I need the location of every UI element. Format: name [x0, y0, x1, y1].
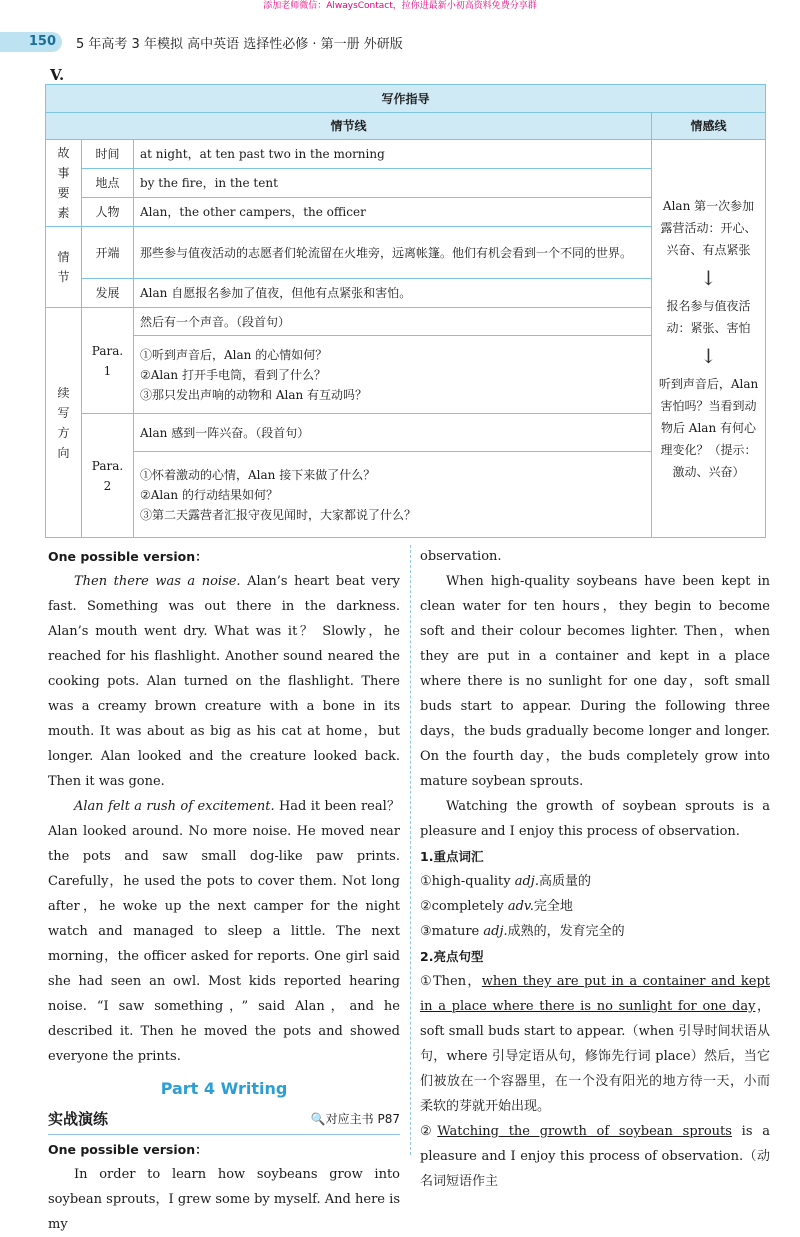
version-label-2: One possible version： [48, 1142, 208, 1157]
story-elements-label: 故事要素 [46, 140, 82, 227]
vocab-item: ②completely adv.完全地 [420, 899, 573, 914]
para2-first-sentence: Alan 感到一阵兴奋。（段首句） [134, 414, 652, 452]
writing-paragraph-2: When high-quality soybeans have been kept in clean water for ten hours，they begin to become soft and their colour becomes lighter. Then，when they are put in a container and kept in a place where there is no sunlight for one day，soft small buds start to appear. During the following three days，the buds gradually become longer and longer. On the fourth day，the buds completely grow into mature soybean sprouts. [420, 574, 770, 789]
sample-paragraph-2 [48, 794, 400, 1069]
para2-question: ②Alan 的行动结果如何？ [140, 487, 278, 502]
emotion-line-header: 情感线 [652, 113, 766, 140]
arrow-down-icon: ↓ [700, 265, 717, 290]
place-label: 地点 [82, 169, 134, 198]
practice-title: 实战演练 [48, 1110, 109, 1128]
para2-questions [134, 452, 652, 538]
plot-label: 情节 [46, 227, 82, 308]
para2-label: Para. 2 [82, 414, 134, 538]
start-value: 那些参与值夜活动的志愿者们轮流留在火堆旁，远离帐篷。他们有机会看到一个不同的世界。 [134, 227, 652, 279]
practice-header [48, 1107, 400, 1135]
para1-question: ①听到声音后，Alan 的心情如何？ [140, 347, 328, 362]
section-number: V. [50, 66, 65, 84]
search-icon: 🔍 [310, 1112, 326, 1126]
right-column [420, 544, 770, 1194]
para1-label: Para. 1 [82, 308, 134, 414]
develop-value: Alan 自愿报名参加了值夜，但他有点紧张和害怕。 [134, 279, 652, 308]
vocab-item: ①high-quality adj.高质量的 [420, 874, 591, 889]
para1-first-sentence: 然后有一个声音。（段首句） [134, 308, 652, 336]
time-value: at night，at ten past two in the morning [134, 140, 652, 169]
vocab-item: ③mature adj.成熟的，发育完全的 [420, 924, 625, 939]
start-label: 开端 [82, 227, 134, 279]
para1-question: ③那只发出声响的动物和 Alan 有互动吗？ [140, 387, 368, 402]
book-title: 5 年高考 3 年模拟 高中英语 选择性必修 · 第一册 外研版 [76, 37, 403, 52]
writing-paragraph-3: Watching the growth of soybean sprouts is a pleasure and I enjoy this process of observation. [420, 799, 770, 839]
para1-body: Alan’s heart beat very fast. Something was out there in the darkness. Alan’s mouth went dry. What was it？ Slowly，he reached for his flashlight. Another sound neared the cooking pots. Alan turned on the flashlight. There was a creamy brown creature with a bone in its mouth. It was about as big as his cat at home，but longer. Alan looked and the creature looked back. Then it was gone. [48, 574, 400, 789]
emotion-line-cell [652, 140, 766, 538]
sentence-item: ②Watching the growth of soybean sprouts is a pleasure and I enjoy this process of observation.（动名词短语作主 [420, 1124, 771, 1189]
reference-text: 对应主书 P87 [325, 1112, 400, 1126]
left-column [48, 544, 400, 1237]
page-header [0, 32, 800, 52]
plot-line-header: 情节线 [46, 113, 652, 140]
people-label: 人物 [82, 198, 134, 227]
part-title: Part 4 Writing [160, 1079, 288, 1098]
writing-continuation: observation. [420, 549, 502, 564]
page-number: 150 [0, 32, 62, 52]
sentence-title: 2.亮点句型 [420, 949, 484, 964]
para2-body: Had it been real？ Alan looked around. No more noise. He moved near the pots and saw small dog-like paw prints. Carefully，he used the pots to cover them. Not long after，he woke up the next camper for the night watch and managed to sleep a little. The next morning，the officer asked for reports. One girl said she had seen an owl. Most kids reported hearing noise. “I saw something，” said Alan，and he described it. Then he moved the pots and showed everyone the prints. [48, 799, 400, 1064]
emotion-stage-3: 听到声音后，Alan 害怕吗？当看到动物后 Alan 有何心理变化？（提示：激动、兴奋） [658, 376, 759, 479]
time-label: 时间 [82, 140, 134, 169]
guide-title: 写作指导 [46, 85, 766, 113]
writing-guide-table [45, 84, 766, 538]
para1-opening: Then there was a noise. [74, 574, 241, 589]
para1-questions [134, 336, 652, 414]
develop-label: 发展 [82, 279, 134, 308]
vocab-title: 1.重点词汇 [420, 849, 484, 864]
writing-paragraph-1: In order to learn how soybeans grow into soybean sprouts，I grew some by myself. And here is my [48, 1167, 400, 1232]
sample-paragraph-1 [48, 569, 400, 794]
emotion-stage-2: 报名参与值夜活动：紧张、害怕 [666, 298, 751, 335]
top-banner: 添加老师微信：AlwaysContact，拉你进最新小初高资料免费分享群 [263, 1, 537, 11]
sentence-item: ①Then，when they are put in a container and kept in a place where there is no sunlight for one day，soft small buds start to appear.（when 引导时间状语从句，where 引导定语从句，修饰先行词 place）然后，当它们被放在一个容器里，在一个没有阳光的地方待一天，小而柔软的芽就开始出现。 [420, 974, 770, 1114]
continue-direction-label: 续写方向 [46, 308, 82, 538]
people-value: Alan，the other campers，the officer [134, 198, 652, 227]
version-label: One possible version： [48, 549, 208, 564]
para2-question: ①怀着激动的心情，Alan 接下来做了什么？ [140, 467, 376, 482]
place-value: by the fire，in the tent [134, 169, 652, 198]
emotion-stage-1: Alan 第一次参加露营活动：开心、兴奋、有点紧张 [660, 198, 757, 257]
para2-opening: Alan felt a rush of excitement. [74, 799, 275, 814]
para2-question: ③第二天露营者汇报守夜见闻时，大家都说了什么？ [140, 507, 417, 522]
arrow-down-icon: ↓ [700, 343, 717, 368]
column-divider [410, 545, 411, 1155]
reference-link [311, 1107, 400, 1132]
para1-question: ②Alan 打开手电筒，看到了什么？ [140, 367, 326, 382]
